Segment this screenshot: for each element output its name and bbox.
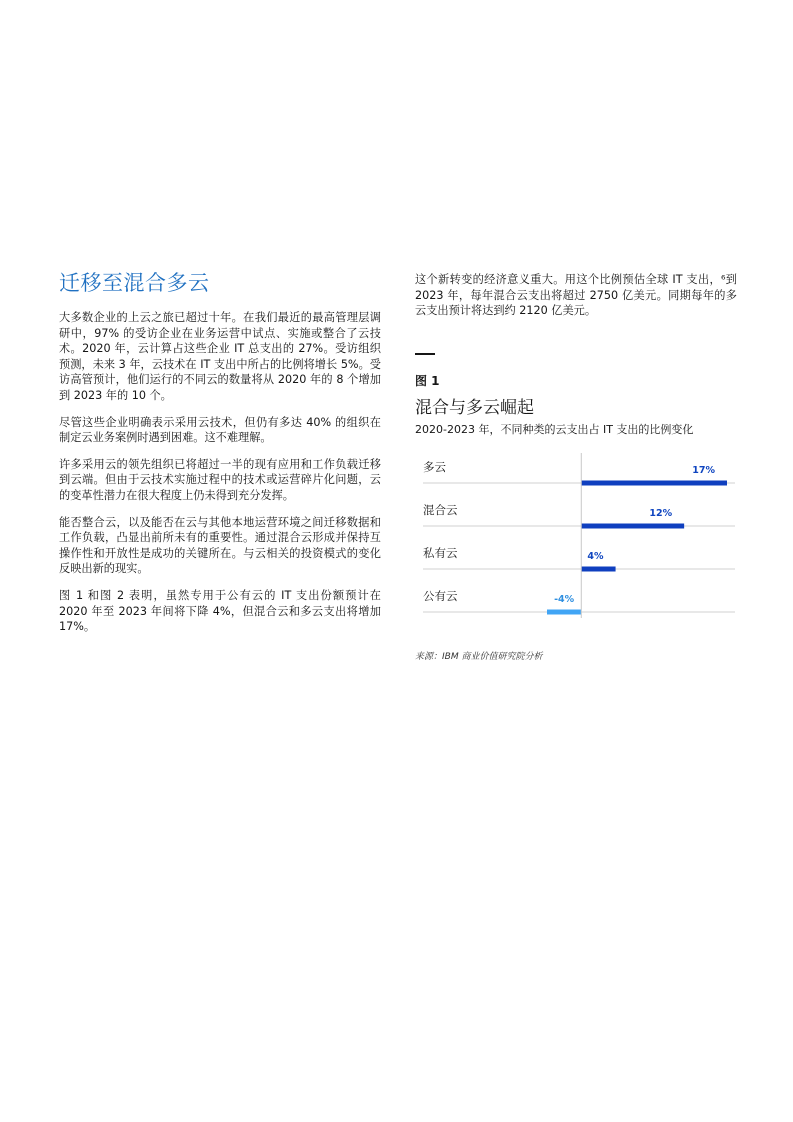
left-column	[59, 268, 381, 646]
bar	[581, 567, 615, 572]
body-paragraph-1: 大多数企业的上云之旅已超过十年。在我们最近的最高管理层调研中，97% 的受访企业在业务运营中试点、实施或整合了云技术。2020 年，云计算占这些企业 IT 总支出的 27%。受访组织预测，未来 3 年，云技术在 IT 支出中所占的比例将增长 5%。受访高管预计，他们运行的不同云的数量将从 2020 年的 8 个增加到 2023 年的 10 个。	[59, 311, 381, 402]
data-label: -4%	[554, 594, 575, 605]
body-paragraph-2: 尽管这些企业明确表示采用云技术，但仍有多达 40% 的组织在制定云业务案例时遇到困难。这不难理解。	[59, 415, 381, 445]
section-title: 迁移至混合多云	[59, 271, 210, 295]
right-paragraph: 这个新转变的经济意义重大。用这个比例预估全球 IT 支出，⁶到 2023 年，每年混合云支出将超过 2750 亿美元。同期每年的多云支出预计将达到约 2120 亿美元。	[415, 273, 737, 318]
bar	[581, 481, 727, 486]
body-paragraph-4: 能否整合云，以及能否在云与其他本地运营环境之间迁移数据和工作负载，凸显出前所未有的重要性。通过混合云形成并保持互操作性和开放性是成功的关键所在。与云相关的投资模式的变化反映出新的现实。	[59, 515, 381, 576]
data-label: 4%	[587, 551, 604, 562]
figure-title: 混合与多云崛起	[415, 398, 534, 418]
body-paragraph-3: 许多采用云的领先组织已将超过一半的现有应用和工作负载迁移到云端。但由于云技术实施过程中的技术或运营碎片化问题，云的变革性潜力在很大程度上仍未得到充分发挥。	[59, 457, 381, 502]
category-label: 混合云	[423, 503, 458, 517]
bar-chart	[415, 453, 745, 633]
right-column	[415, 272, 737, 319]
body-paragraph-5: 图 1 和图 2 表明，虽然专用于公有云的 IT 支出份额预计在 2020 年至 2023 年间将下降 4%，但混合云和多云支出将增加 17%。	[59, 588, 381, 634]
figure-subtitle: 2020-2023 年，不同种类的云支出占 IT 支出的比例变化	[415, 423, 694, 436]
bar	[547, 610, 581, 615]
category-label: 公有云	[423, 589, 458, 603]
figure-label: 图 1	[415, 374, 440, 388]
category-label: 多云	[423, 460, 446, 474]
bar	[581, 524, 684, 529]
category-label: 私有云	[423, 546, 458, 560]
data-label: 17%	[692, 465, 715, 476]
data-label: 12%	[649, 508, 673, 519]
figure-rule	[415, 353, 435, 355]
figure-source: 来源：IBM 商业价值研究院分析	[415, 652, 543, 662]
